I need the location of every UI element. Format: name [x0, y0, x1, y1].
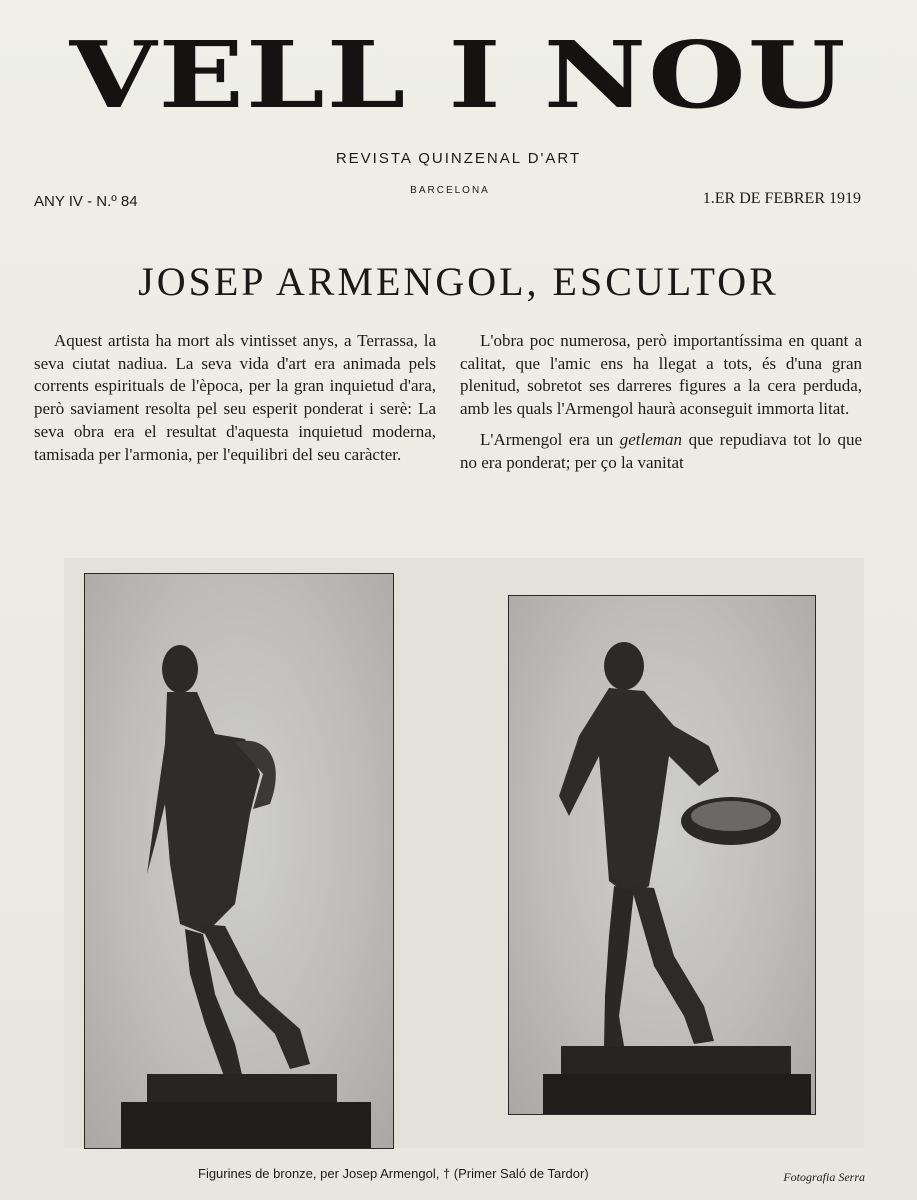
article-column-right	[460, 330, 862, 482]
issue-number: ANY IV - N.º 84	[34, 193, 138, 210]
italic-word: getleman	[619, 429, 683, 449]
figurine-left-drawing	[85, 574, 393, 1148]
article-paragraph: L'obra poc numerosa, però importantíssima en quant a calitat, que l'amic ens ha llegat a tots, és d'una gran plenitud, sobretot ses darreres figures a la cera perduda, amb les quals l'Armengol haurà aconseguit immorta litat.	[460, 331, 862, 419]
issue-date: 1.ER DE FEBRER 1919	[702, 190, 861, 207]
paragraph-text: L'Armengol era un	[480, 429, 620, 449]
article-headline: JOSEP ARMENGOL, ESCULTOR	[138, 259, 779, 304]
paragraph-text: que repudiava tot lo que no era ponderat; per ço la vanitat	[460, 429, 862, 472]
photo-credit: Fotografia Serra	[783, 1170, 865, 1184]
magazine-subtitle: REVISTA QUINZENAL D'ART	[335, 150, 582, 167]
article-paragraph	[460, 429, 862, 474]
bronze-figurine-right-image	[508, 595, 816, 1115]
magazine-city: BARCELONA	[410, 185, 490, 196]
photo-caption: Figurines de bronze, per Josep Armengol, † (Primer Saló de Tardor)	[198, 1166, 589, 1181]
figurine-right-drawing	[509, 596, 815, 1114]
article-column-left	[34, 330, 436, 474]
bronze-figurine-left-image	[84, 573, 394, 1149]
masthead-title: VELL I NOU	[69, 21, 848, 130]
article-paragraph: Aquest artista ha mort als vintisset anys, a Terrassa, la seva ciutat nadiua. La seva vida d'art era animada pels corrents espirituals de l'època, per la gran inquietud d'ara, però saviament resolta pel seu esperit ponderat i serè: La seva obra era el resultat d'aquesta inquietud moderna, tamisada per l'armonia, per l'equilibri del seu caràcter.	[34, 331, 436, 464]
